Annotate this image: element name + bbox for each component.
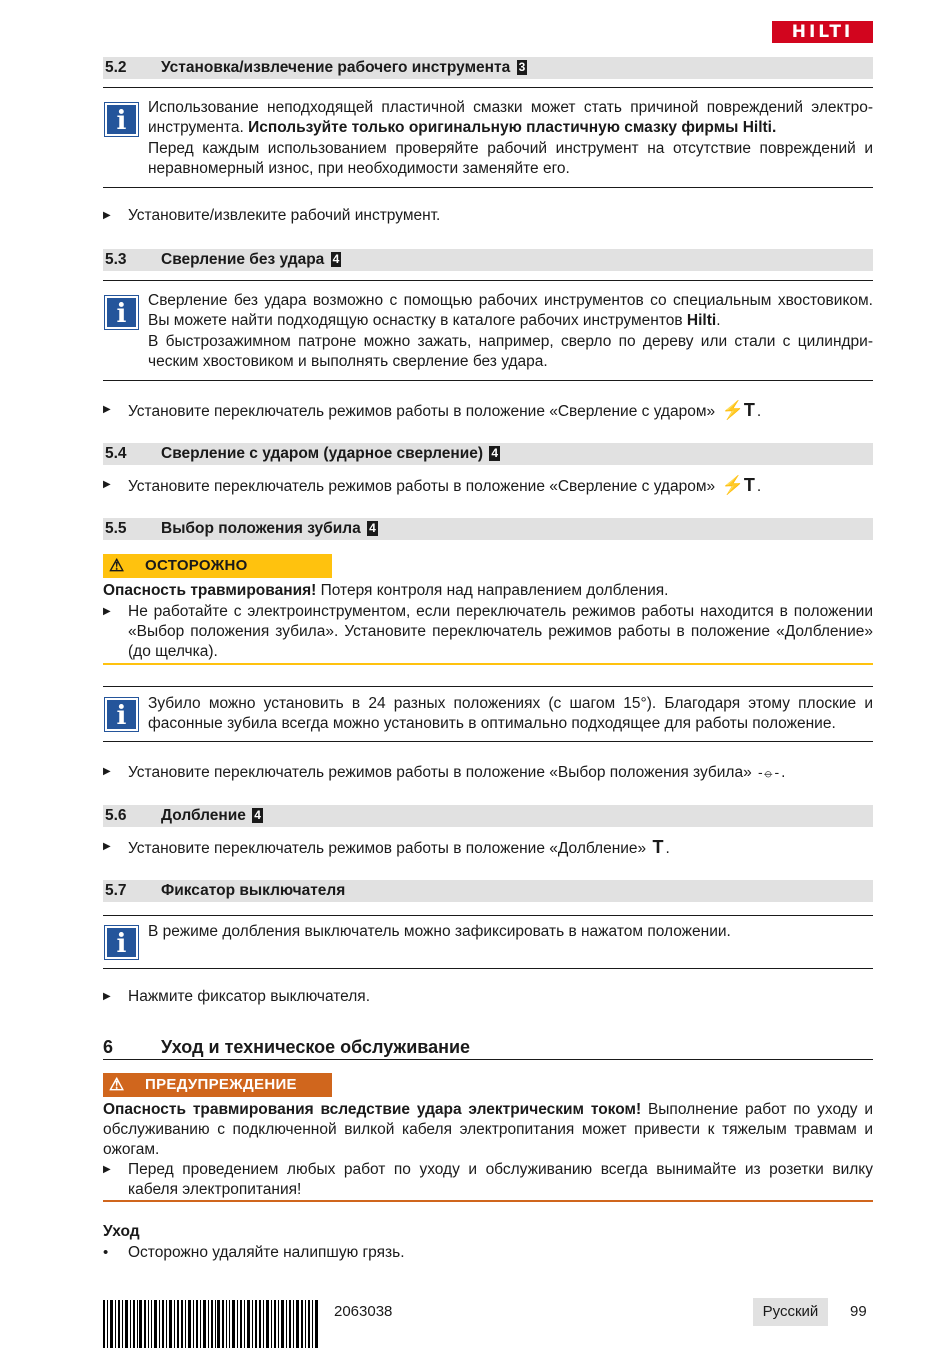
note-text: В быстрозажимном патроне можно зажать, например, сверло по дереву или стали с цилиндри-ческим хвостовиком и выполнять сверление без удара.: [148, 333, 873, 370]
danger-text: Выполнение работ по уходу и обслуживанию с подключенной вилкой кабеля электропитания может привести к тяжелым травмам и ожогам.: [103, 1101, 873, 1158]
hammer-drill-mode-icon: ⚡T: [721, 400, 755, 420]
caution-label-text: ОСТОРОЖНО: [145, 557, 248, 574]
danger-title: Опасность травмирования вследствие удара электрическим током!: [103, 1101, 642, 1118]
section-number: 5.6: [105, 807, 127, 824]
hammer-drill-mode-icon: ⚡T: [721, 475, 755, 495]
step-text: Нажмите фиксатор выключателя.: [128, 988, 371, 1005]
step-text: Установите переключатель режимов работы в положение «Выбор положения зубила»: [128, 764, 752, 781]
note-text: Перед каждым использованием проверяйте рабочий инструмент на отсутствие повреждений и неравномерный износ, при необходимости заменяйте его.: [148, 140, 873, 177]
info-icon: i: [105, 926, 138, 959]
bullet-arrow-icon: ▶: [103, 991, 111, 1002]
section-header-5-5: [103, 518, 873, 540]
warning-triangle-icon: ⚠: [109, 1075, 125, 1094]
caution-divider: [103, 663, 873, 665]
danger-title: Опасность травмирования!: [103, 582, 317, 599]
section-header-5-3: [103, 249, 873, 271]
step-text: Установите переключатель режимов работы в положение «Сверление с ударом»: [128, 403, 716, 420]
section-title: Сверление без удара: [161, 251, 325, 268]
barcode-image: [103, 1300, 319, 1348]
info-note-5-3: [103, 280, 873, 381]
section-number: 5.3: [105, 251, 127, 268]
section-title: Фиксатор выключателя: [161, 882, 346, 899]
chapter-heading-6: [103, 1036, 873, 1060]
note-text: Использование неподходящей пластичной смазки может стать причиной повреждений электро-инструмента.: [148, 99, 873, 136]
section-number: 5.7: [105, 882, 127, 899]
warning-text: [103, 1100, 873, 1160]
caution-step: [103, 602, 873, 662]
note-emphasis: Используйте только оригинальную пластичную смазку фирмы Hilti.: [248, 119, 777, 136]
document-code: 2063038: [334, 1303, 393, 1320]
section-title: Долбление: [161, 807, 246, 824]
bullet-arrow-icon: ▶: [103, 404, 111, 415]
section-title: Выбор положения зубила: [161, 520, 361, 537]
bullet-arrow-icon: ▶: [103, 766, 111, 777]
section-header-5-4: [103, 443, 873, 465]
info-note-5-5: [103, 686, 873, 742]
bullet-arrow-icon: ▶: [103, 210, 111, 221]
warning-step: [103, 1160, 873, 1200]
note-emphasis: Hilti: [686, 312, 717, 329]
step-text: Установите/извлеките рабочий инструмент.: [128, 207, 441, 224]
step-text: Перед проведением любых работ по уходу и обслуживанию всегда вынимайте из розетки вилку кабеля электропитания!: [128, 1161, 873, 1198]
warning-triangle-icon: ⚠: [109, 556, 125, 575]
language-label: Русский: [753, 1298, 828, 1326]
care-heading: Уход: [103, 1223, 140, 1240]
figure-ref: 4: [491, 446, 499, 460]
section-title: Установка/извлечение рабочего инструмента: [161, 59, 511, 76]
caution-label: [103, 554, 332, 578]
step-text: Не работайте с электроинструментом, если переключатель режимов работы находится в положении «Выбор положения зубила». Установите переключатель режимов работы в положение «Долбление» (до щелчка).: [128, 603, 873, 660]
info-icon: i: [105, 296, 138, 329]
figure-ref: 4: [369, 521, 376, 535]
section-number: 5.5: [105, 520, 127, 537]
chiseling-mode-icon: T: [652, 837, 664, 857]
bullet-arrow-icon: ▶: [103, 1164, 111, 1175]
figure-ref: 4: [254, 808, 261, 822]
chapter-number: 6: [103, 1037, 114, 1057]
caution-text: [103, 581, 873, 601]
info-note-5-7: [103, 915, 873, 969]
step-text: Установите переключатель режимов работы в положение «Долбление»: [128, 840, 647, 857]
chapter-title: Уход и техническое обслуживание: [161, 1037, 471, 1057]
section-number: 5.4: [105, 445, 127, 462]
warning-label: [103, 1073, 332, 1097]
figure-ref: 3: [518, 60, 526, 74]
info-icon: i: [105, 103, 138, 136]
info-note-5-2: [103, 87, 873, 188]
page-number: 99: [850, 1303, 867, 1320]
info-icon: i: [105, 698, 138, 731]
section-number: 5.2: [105, 59, 127, 76]
figure-ref: 4: [332, 252, 340, 266]
section-header-5-6: [103, 805, 873, 827]
chisel-position-mode-icon: -⦵-: [758, 764, 780, 780]
hilti-logo: HILTI: [772, 21, 873, 43]
warning-divider: [103, 1200, 873, 1202]
note-text: Зубило можно установить в 24 разных положениях (с шагом 15°). Благодаря этому плоские и фасонные зубила всегда можно установить в оптимально подходящее для работы положение.: [148, 695, 873, 732]
step-text: Установите переключатель режимов работы в положение «Сверление с ударом»: [128, 478, 716, 495]
care-item-text: Осторожно удаляйте налипшую грязь.: [128, 1244, 405, 1261]
section-header-5-2: [103, 57, 873, 79]
section-title: Сверление с ударом (ударное сверление): [161, 445, 484, 462]
bullet-dot-icon: •: [103, 1244, 109, 1261]
note-text: Сверление без удара возможно с помощью рабочих инструментов со специальным хвостовиком. Вы можете найти подходящую оснастку в каталоге рабочих инструментов: [148, 292, 873, 329]
danger-text: Потеря контроля над направлением долбления.: [316, 582, 669, 599]
warning-label-text: ПРЕДУПРЕЖДЕНИЕ: [145, 1076, 297, 1093]
bullet-arrow-icon: ▶: [103, 841, 111, 852]
note-text: .: [716, 312, 721, 329]
section-header-5-7: [103, 880, 873, 902]
note-text: В режиме долбления выключатель можно зафиксировать в нажатом положении.: [148, 923, 731, 940]
bullet-arrow-icon: ▶: [103, 606, 111, 617]
bullet-arrow-icon: ▶: [103, 479, 111, 490]
